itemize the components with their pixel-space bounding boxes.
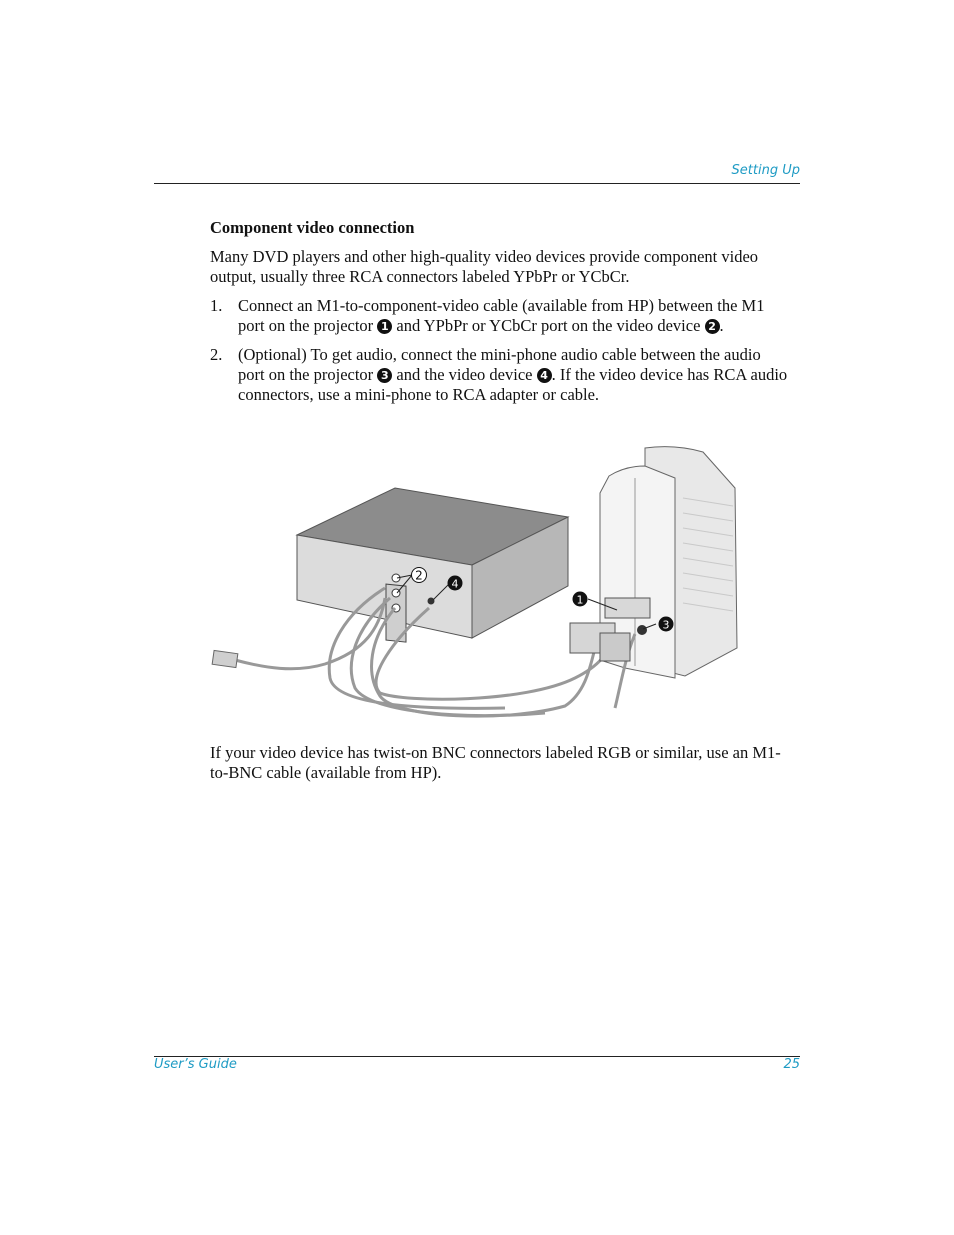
callout-marker: 1 bbox=[377, 319, 392, 334]
section-heading: Component video connection bbox=[210, 218, 415, 237]
callout-label: 1 bbox=[576, 593, 584, 607]
figure-callout-2 bbox=[412, 568, 427, 583]
step-text: Connect an M1-to-component-video cable (available from HP) between the M1 port on the projector bbox=[238, 296, 765, 335]
closing-paragraph: If your video device has twist-on BNC connectors labeled RGB or similar, use an M1-to-BNC cable (available from HP). bbox=[210, 743, 781, 782]
step-2 bbox=[210, 345, 790, 405]
connection-diagram bbox=[205, 438, 750, 728]
figure-callout-1 bbox=[573, 592, 588, 607]
callout-marker: 4 bbox=[537, 368, 552, 383]
footer-rule bbox=[154, 1056, 800, 1057]
running-head: Setting Up bbox=[731, 163, 800, 178]
step-text: and YPbPr or YCbCr port on the video device bbox=[392, 316, 705, 335]
body-content bbox=[210, 218, 790, 414]
figure-callout-3 bbox=[659, 617, 674, 632]
video-device-illustration bbox=[297, 488, 568, 642]
step-number: 1. bbox=[210, 296, 223, 315]
step-text: . bbox=[719, 316, 724, 335]
callout-marker: 2 bbox=[705, 319, 720, 334]
step-text: (Optional) To get audio, connect the mini-phone audio cable between the audio port on the projector bbox=[238, 345, 761, 384]
callout-label: 3 bbox=[662, 618, 670, 632]
callout-label: 4 bbox=[451, 577, 459, 591]
step-number: 2. bbox=[210, 345, 223, 364]
callout-label: 2 bbox=[415, 568, 423, 583]
connection-illustration bbox=[205, 438, 750, 728]
header-rule bbox=[154, 183, 800, 184]
intro-paragraph: Many DVD players and other high-quality video devices provide component video output, usually three RCA connectors labeled YPbPr or YCbCr. bbox=[210, 247, 759, 286]
step-text: and the video device bbox=[392, 365, 537, 384]
figure-callout-4 bbox=[448, 576, 463, 591]
page-number: 25 bbox=[783, 1057, 800, 1072]
step-1 bbox=[210, 296, 790, 336]
video-connector-plugs bbox=[212, 623, 630, 668]
footer-title: User’s Guide bbox=[154, 1057, 237, 1072]
callout-marker: 3 bbox=[377, 368, 392, 383]
step-text: . If the video device has RCA audio connectors, use a mini-phone to RCA adapter or cable. bbox=[238, 365, 788, 404]
